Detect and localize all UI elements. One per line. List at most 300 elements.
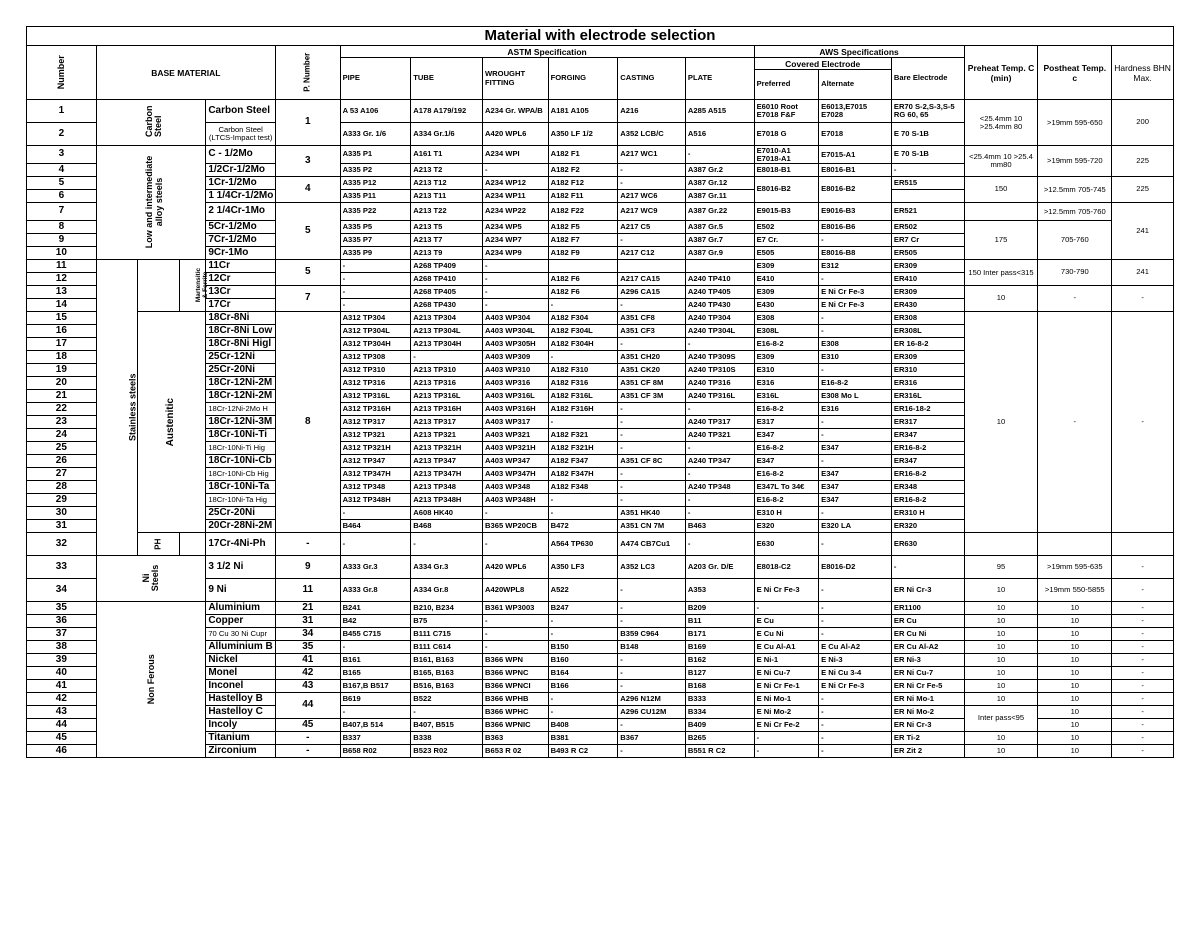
header-number: Number (27, 46, 97, 100)
row-number: 1 (27, 100, 97, 123)
aws-preferred: E Ni Cr Fe-2 (754, 719, 819, 732)
row-number: 10 (27, 247, 97, 260)
astm-cast: - (618, 338, 686, 351)
astm-forg: A182 F310 (548, 364, 618, 377)
astm-wr: A403 WP316 (483, 377, 549, 390)
postheat: 10 (1038, 615, 1112, 628)
material-name: 2 1/4Cr-1Mo (206, 203, 276, 221)
postheat: 10 (1038, 680, 1112, 693)
header-hardness: Hardness BHN Max. (1112, 46, 1174, 100)
aws-bare: ER 16-8-2 (891, 338, 964, 351)
aws-preferred: E410 (754, 273, 819, 286)
material-electrode-table (26, 26, 1174, 758)
astm-cast: A474 CB7Cu1 (618, 533, 686, 556)
astm-cast: - (618, 403, 686, 416)
aws-preferred: E9015-B3 (754, 203, 819, 221)
astm-forg: - (548, 416, 618, 429)
header-postheat: Postheat Temp. c (1038, 46, 1112, 100)
p-number: 8 (276, 312, 341, 533)
astm-forg: - (548, 507, 618, 520)
table-row (27, 312, 1174, 325)
astm-forg: A182 F5 (548, 221, 618, 234)
astm-pipe: A333 Gr. 1/6 (340, 123, 411, 146)
astm-pipe: A335 P5 (340, 221, 411, 234)
astm-pipe: B455 C715 (340, 628, 411, 641)
group-carbon-steel: Carbon Steel (144, 105, 164, 138)
astm-plate: A240 TP310S (685, 364, 754, 377)
astm-forg: A182 F347 (548, 455, 618, 468)
astm-plate: B162 (685, 654, 754, 667)
astm-forg: A181 A105 (548, 100, 618, 123)
astm-plate: A387 Gr.2 (685, 164, 754, 177)
astm-tube: B516, B163 (411, 680, 483, 693)
material-name: 18Cr-10Ni-Ti (206, 429, 276, 442)
p-number: 41 (276, 654, 341, 667)
row-number: 37 (27, 628, 97, 641)
astm-pipe: B464 (340, 520, 411, 533)
aws-bare: ER310 H (891, 507, 964, 520)
astm-cast: A351 CK20 (618, 364, 686, 377)
header-covered: Covered Electrode (754, 58, 891, 70)
hardness: - (1112, 579, 1174, 602)
aws-preferred: E347 (754, 429, 819, 442)
astm-wr: B366 WPNCI (483, 680, 549, 693)
material-name: 12Cr (206, 273, 276, 286)
row-number: 12 (27, 273, 97, 286)
p-number: 5 (276, 260, 341, 286)
row-number: 38 (27, 641, 97, 654)
astm-wr: A403 WP317 (483, 416, 549, 429)
group-ni-steels: Ni Steels (141, 565, 160, 592)
astm-wr: A403 WP347 (483, 455, 549, 468)
astm-pipe: B337 (340, 732, 411, 745)
aws-alternate: E7015-A1 (819, 146, 892, 164)
material-name: 7Cr-1/2Mo (206, 234, 276, 247)
astm-cast: A217 WC6 (618, 190, 686, 203)
aws-preferred: E316 (754, 377, 819, 390)
material-name: 17Cr (206, 299, 276, 312)
astm-pipe: A312 TP310 (340, 364, 411, 377)
astm-wr: A403 WP347H (483, 468, 549, 481)
aws-preferred: E308L (754, 325, 819, 338)
astm-cast: A352 LC3 (618, 556, 686, 579)
aws-alternate: E347 (819, 442, 892, 455)
astm-cast: - (618, 164, 686, 177)
astm-plate: - (685, 403, 754, 416)
astm-forg: - (548, 628, 618, 641)
aws-bare: ER Zit 2 (891, 745, 964, 758)
row-number: 22 (27, 403, 97, 416)
row-number: 18 (27, 351, 97, 364)
preheat: 10 (964, 628, 1038, 641)
astm-wr: A234 WP7 (483, 234, 549, 247)
astm-cast: A351 CF8 (618, 312, 686, 325)
astm-tube: A213 TP316L (411, 390, 483, 403)
row-number: 46 (27, 745, 97, 758)
astm-cast: A217 C5 (618, 221, 686, 234)
material-name: 18Cr-10Ni-Ta (206, 481, 276, 494)
row-number: 3 (27, 146, 97, 164)
astm-plate: A203 Gr. D/E (685, 556, 754, 579)
aws-bare: ER Ni Mo-1 (891, 693, 964, 706)
material-name: Alluminium B (206, 641, 276, 654)
astm-pipe: A335 P9 (340, 247, 411, 260)
postheat: - (1038, 312, 1112, 533)
astm-cast: A217 CA15 (618, 273, 686, 286)
aws-alternate: E9016-B3 (819, 203, 892, 221)
postheat: 10 (1038, 602, 1112, 615)
astm-forg: A182 F9 (548, 247, 618, 260)
postheat: 10 (1038, 654, 1112, 667)
postheat: 10 (1038, 745, 1112, 758)
aws-bare: ER317 (891, 416, 964, 429)
aws-preferred: E309 (754, 286, 819, 299)
astm-wr: B361 WP3003 (483, 602, 549, 615)
aws-preferred: E16-8-2 (754, 338, 819, 351)
astm-forg: B493 R C2 (548, 745, 618, 758)
astm-plate: A240 TP348 (685, 481, 754, 494)
astm-forg: - (548, 299, 618, 312)
aws-alternate: E7018 (819, 123, 892, 146)
group-martensitic: Martensitic & Ferrite (194, 268, 209, 303)
preheat: 10 (964, 667, 1038, 680)
aws-alternate: - (819, 579, 892, 602)
material-name: Carbon Steel (LTCS-Impact test) (206, 123, 276, 146)
astm-forg: B166 (548, 680, 618, 693)
aws-preferred: - (754, 732, 819, 745)
material-name: 3 1/2 Ni (206, 556, 276, 579)
astm-cast: - (618, 429, 686, 442)
astm-wr: B365 WP20CB (483, 520, 549, 533)
astm-tube: A268 TP405 (411, 286, 483, 299)
astm-cast: - (618, 177, 686, 190)
astm-wr: A403 WP316H (483, 403, 549, 416)
astm-cast: A217 C12 (618, 247, 686, 260)
preheat: 10 (964, 602, 1038, 615)
astm-pipe: A312 TP321H (340, 442, 411, 455)
aws-bare: ER Ni Cr-3 (891, 719, 964, 732)
astm-cast: A351 CF 8C (618, 455, 686, 468)
aws-preferred: E Ni Mo-2 (754, 706, 819, 719)
postheat: 10 (1038, 732, 1112, 745)
astm-cast: - (618, 579, 686, 602)
aws-alternate: - (819, 719, 892, 732)
astm-tube: B338 (411, 732, 483, 745)
astm-plate: B171 (685, 628, 754, 641)
table-cell (96, 146, 206, 260)
material-name: 25Cr-12Ni (206, 351, 276, 364)
astm-tube: A213 TP304L (411, 325, 483, 338)
astm-pipe: A312 TP347 (340, 455, 411, 468)
postheat: - (1038, 286, 1112, 312)
aws-preferred: E Ni Cr Fe-1 (754, 680, 819, 693)
row-number: 36 (27, 615, 97, 628)
astm-plate: B168 (685, 680, 754, 693)
astm-plate: - (685, 507, 754, 520)
astm-cast: B367 (618, 732, 686, 745)
astm-tube: - (411, 533, 483, 556)
aws-bare: ER430 (891, 299, 964, 312)
header-casting: CASTING (618, 58, 686, 100)
material-name: 25Cr-20Ni (206, 507, 276, 520)
astm-wr: A234 WP12 (483, 177, 549, 190)
p-number: - (276, 732, 341, 745)
astm-wr: B366 WPHB (483, 693, 549, 706)
aws-preferred: - (754, 745, 819, 758)
astm-forg: A182 F2 (548, 164, 618, 177)
table-cell (137, 260, 179, 312)
astm-forg: B247 (548, 602, 618, 615)
astm-wr: A234 Gr. WPA/B (483, 100, 549, 123)
astm-wr: B653 R 02 (483, 745, 549, 758)
postheat: 10 (1038, 706, 1112, 719)
aws-bare: ER7 Cr (891, 234, 964, 247)
astm-wr: B366 WPHC (483, 706, 549, 719)
astm-tube: B161, B163 (411, 654, 483, 667)
aws-alternate: - (819, 312, 892, 325)
header-tube: TUBE (411, 58, 483, 100)
astm-wr: - (483, 260, 549, 273)
astm-forg (548, 260, 618, 273)
astm-plate: A240 TP304 (685, 312, 754, 325)
astm-forg: A182 F304 (548, 312, 618, 325)
astm-wr: A420WPL8 (483, 579, 549, 602)
aws-preferred: E7 Cr. (754, 234, 819, 247)
material-name: 1Cr-1/2Mo (206, 177, 276, 190)
astm-cast: - (618, 719, 686, 732)
astm-plate: B169 (685, 641, 754, 654)
material-name: 5Cr-1/2Mo (206, 221, 276, 234)
p-number: 7 (276, 286, 341, 312)
astm-forg: A182 F316L (548, 390, 618, 403)
aws-bare: ER316 (891, 377, 964, 390)
aws-bare: ER410 (891, 273, 964, 286)
row-number: 21 (27, 390, 97, 403)
astm-wr: A420 WPL6 (483, 123, 549, 146)
astm-forg: A182 F11 (548, 190, 618, 203)
astm-wr: A234 WP9 (483, 247, 549, 260)
material-name: Nickel (206, 654, 276, 667)
astm-tube: A213 T12 (411, 177, 483, 190)
material-name: 20Cr-28Ni-2M (206, 520, 276, 533)
preheat: 10 (964, 654, 1038, 667)
aws-bare: ER Ni Cr Fe-5 (891, 680, 964, 693)
material-name: 18Cr-12Ni-2Mo H (206, 403, 276, 416)
material-name: Titanium (206, 732, 276, 745)
aws-alternate: E312 (819, 260, 892, 273)
aws-preferred: E309 (754, 260, 819, 273)
aws-bare (891, 190, 964, 203)
astm-tube: B165, B163 (411, 667, 483, 680)
aws-alternate: - (819, 416, 892, 429)
astm-tube: B111 C715 (411, 628, 483, 641)
row-number: 5 (27, 177, 97, 190)
aws-alternate: E8016-B8 (819, 247, 892, 260)
astm-plate: A240 TP316 (685, 377, 754, 390)
astm-pipe: B165 (340, 667, 411, 680)
astm-tube: A213 TP348H (411, 494, 483, 507)
material-name: 18Cr-10Ni-Ta Hig (206, 494, 276, 507)
astm-cast: A296 CU12M (618, 706, 686, 719)
astm-cast: - (618, 442, 686, 455)
material-name: 70 Cu 30 Ni Cupr (206, 628, 276, 641)
aws-bare: ER308L (891, 325, 964, 338)
aws-preferred: E16-8-2 (754, 442, 819, 455)
astm-plate: B409 (685, 719, 754, 732)
material-name: 25Cr-20Ni (206, 364, 276, 377)
astm-wr: - (483, 533, 549, 556)
aws-preferred: E308 (754, 312, 819, 325)
material-name: 18Cr-12Ni-2M (206, 390, 276, 403)
preheat: 150 Inter pass<315 (964, 260, 1038, 286)
aws-alternate: E6013,E7015 E7028 (819, 100, 892, 123)
astm-forg: - (548, 693, 618, 706)
hardness: - (1112, 654, 1174, 667)
astm-plate: A240 TP309S (685, 351, 754, 364)
astm-tube: A213 TP316 (411, 377, 483, 390)
header-wrought: WROUGHT FITTING (483, 58, 549, 100)
postheat: 10 (1038, 667, 1112, 680)
material-name: Inconel (206, 680, 276, 693)
header-plate: PLATE (685, 58, 754, 100)
postheat: >19mm 595-720 (1038, 146, 1112, 177)
astm-cast: A351 CF 3M (618, 390, 686, 403)
preheat: 10 (964, 693, 1038, 706)
astm-forg: B381 (548, 732, 618, 745)
aws-bare: - (891, 556, 964, 579)
aws-bare: ER16-8-2 (891, 442, 964, 455)
table-row (27, 533, 1174, 556)
p-number: 34 (276, 628, 341, 641)
postheat: 10 (1038, 641, 1112, 654)
hardness: 225 (1112, 146, 1174, 177)
astm-forg: A182 F304L (548, 325, 618, 338)
aws-preferred: E7010-A1 E7018-A1 (754, 146, 819, 164)
material-name: Copper (206, 615, 276, 628)
hardness: - (1112, 641, 1174, 654)
astm-forg: A182 F304H (548, 338, 618, 351)
astm-wr: A234 WP11 (483, 190, 549, 203)
astm-forg: A182 F348 (548, 481, 618, 494)
astm-pipe: B619 (340, 693, 411, 706)
astm-plate: A240 TP410 (685, 273, 754, 286)
postheat: >19mm 595-635 (1038, 556, 1112, 579)
astm-wr: - (483, 273, 549, 286)
astm-wr: A403 WP348 (483, 481, 549, 494)
astm-tube: A608 HK40 (411, 507, 483, 520)
aws-bare: ER70 S-2,S-3,S-5 RG 60, 65 (891, 100, 964, 123)
row-number: 39 (27, 654, 97, 667)
aws-alternate: E Ni Cr Fe-3 (819, 286, 892, 299)
material-name: Incoly (206, 719, 276, 732)
aws-preferred: E Ni Mo-1 (754, 693, 819, 706)
preheat (964, 203, 1038, 221)
material-name: 18Cr-8Ni Low (206, 325, 276, 338)
hardness: - (1112, 706, 1174, 719)
aws-alternate: - (819, 745, 892, 758)
table-cell (137, 100, 206, 146)
astm-cast: A217 WC9 (618, 203, 686, 221)
astm-plate: B333 (685, 693, 754, 706)
table-title: Material with electrode selection (27, 27, 1174, 46)
aws-preferred: E316L (754, 390, 819, 403)
material-name: 18Cr-8Ni Higl (206, 338, 276, 351)
material-name: 18Cr-10Ni-Cb Hig (206, 468, 276, 481)
astm-cast: A296 N12M (618, 693, 686, 706)
p-number: 3 (276, 146, 341, 177)
astm-pipe: - (340, 273, 411, 286)
astm-plate: A240 TP317 (685, 416, 754, 429)
astm-cast: - (618, 468, 686, 481)
material-table-sheet (26, 26, 1174, 758)
row-number: 16 (27, 325, 97, 338)
group-ph: PH (152, 538, 162, 550)
astm-pipe: A312 TP304 (340, 312, 411, 325)
row-number: 15 (27, 312, 97, 325)
row-number: 24 (27, 429, 97, 442)
astm-pipe: A312 TP304L (340, 325, 411, 338)
row-number: 35 (27, 602, 97, 615)
material-name: 18Cr-12Ni-3M (206, 416, 276, 429)
aws-alternate: - (819, 364, 892, 377)
aws-bare: ER320 (891, 520, 964, 533)
row-number: 26 (27, 455, 97, 468)
astm-cast: - (618, 602, 686, 615)
table-row (27, 260, 1174, 273)
astm-cast: - (618, 494, 686, 507)
astm-cast: B148 (618, 641, 686, 654)
astm-forg: A182 F22 (548, 203, 618, 221)
aws-alternate: E347 (819, 494, 892, 507)
astm-wr: A403 WP321 (483, 429, 549, 442)
astm-pipe: - (340, 641, 411, 654)
astm-wr: - (483, 507, 549, 520)
aws-bare: ER316L (891, 390, 964, 403)
astm-cast: - (618, 234, 686, 247)
group-stainless: Stainless steels (127, 373, 138, 441)
aws-bare: ER16-8-2 (891, 494, 964, 507)
preheat: 10 (964, 641, 1038, 654)
astm-forg: A182 F1 (548, 146, 618, 164)
p-number: 43 (276, 680, 341, 693)
preheat: Inter pass<95 (964, 706, 1038, 732)
aws-bare: ER Cu Ni (891, 628, 964, 641)
astm-plate: A240 TP321 (685, 429, 754, 442)
astm-forg: A522 (548, 579, 618, 602)
aws-bare: ER16-8-2 (891, 468, 964, 481)
row-number: 45 (27, 732, 97, 745)
row-number: 17 (27, 338, 97, 351)
astm-tube: A213 TP310 (411, 364, 483, 377)
aws-alternate: - (819, 602, 892, 615)
preheat: 10 (964, 680, 1038, 693)
aws-preferred: E505 (754, 247, 819, 260)
material-name: 13Cr (206, 286, 276, 299)
hardness: - (1112, 719, 1174, 732)
hardness: - (1112, 286, 1174, 312)
astm-plate: A240 TP430 (685, 299, 754, 312)
row-number: 40 (27, 667, 97, 680)
astm-pipe: - (340, 286, 411, 299)
astm-plate: A387 Gr.12 (685, 177, 754, 190)
astm-tube: A268 TP409 (411, 260, 483, 273)
astm-forg: B150 (548, 641, 618, 654)
astm-plate: - (685, 468, 754, 481)
astm-wr: - (483, 628, 549, 641)
aws-alternate: E347 (819, 468, 892, 481)
astm-wr: B366 WPNIC (483, 719, 549, 732)
table-cell (179, 533, 206, 556)
